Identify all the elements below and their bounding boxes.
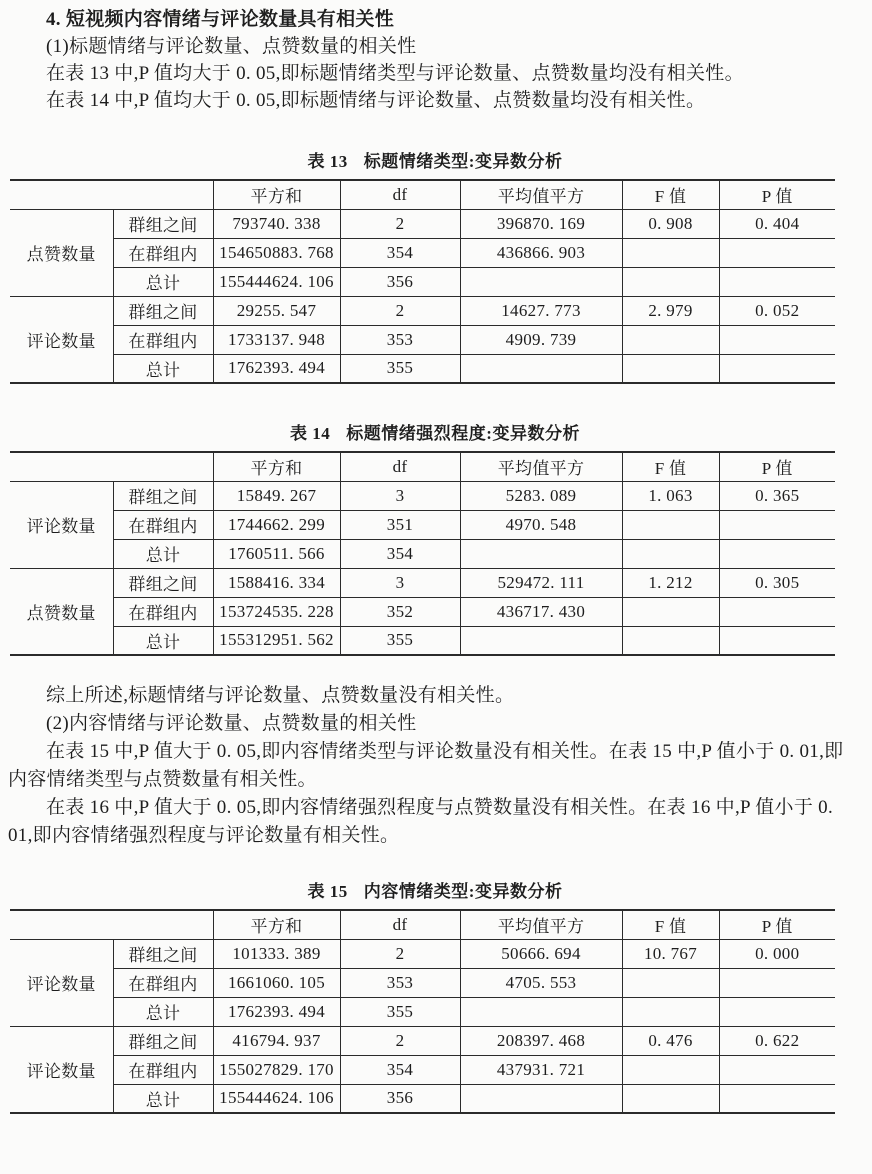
value-cell [719, 510, 835, 539]
value-cell: 0. 365 [719, 481, 835, 510]
row-sublabel: 群组之间 [113, 481, 213, 510]
row-sublabel: 群组之间 [113, 568, 213, 597]
table-13-title [8, 150, 862, 174]
column-header: 平均值平方 [460, 910, 622, 939]
value-cell [719, 1055, 835, 1084]
table-row [10, 968, 835, 997]
table-13-section [8, 150, 862, 384]
value-cell [622, 510, 719, 539]
row-sublabel: 总计 [113, 1084, 213, 1113]
table-row [10, 238, 835, 267]
value-cell: 436717. 430 [460, 597, 622, 626]
table-corner-cell [10, 180, 213, 209]
row-sublabel: 总计 [113, 539, 213, 568]
table-corner-cell [10, 452, 213, 481]
column-header: P 值 [719, 180, 835, 209]
table-row [10, 354, 835, 383]
value-cell [622, 968, 719, 997]
value-cell: 155444624. 106 [213, 267, 340, 296]
column-header: 平方和 [213, 910, 340, 939]
value-cell: 0. 476 [622, 1026, 719, 1055]
row-sublabel: 总计 [113, 267, 213, 296]
value-cell [622, 997, 719, 1026]
middle-text-block [8, 682, 862, 850]
value-cell: 355 [340, 626, 460, 655]
anova-table-13 [10, 179, 835, 384]
column-header: df [340, 180, 460, 209]
value-cell: 529472. 111 [460, 568, 622, 597]
column-header: 平均值平方 [460, 452, 622, 481]
table-row [10, 325, 835, 354]
table-14-caption: 标题情绪强烈程度:变异数分析 [346, 424, 580, 443]
row-group-label: 点赞数量 [10, 568, 113, 655]
row-sublabel: 总计 [113, 997, 213, 1026]
value-cell: 2. 979 [622, 296, 719, 325]
value-cell: 354 [340, 539, 460, 568]
value-cell: 396870. 169 [460, 209, 622, 238]
value-cell: 50666. 694 [460, 939, 622, 968]
value-cell: 3 [340, 568, 460, 597]
subsection-2-heading: (2)内容情绪与评论数量、点赞数量的相关性 [46, 713, 417, 734]
table-15-number: 表 15 [307, 882, 348, 901]
row-sublabel: 群组之间 [113, 939, 213, 968]
table-row [10, 1026, 835, 1055]
value-cell: 155444624. 106 [213, 1084, 340, 1113]
row-sublabel: 在群组内 [113, 597, 213, 626]
value-cell [622, 1055, 719, 1084]
column-header: df [340, 452, 460, 481]
value-cell: 153724535. 228 [213, 597, 340, 626]
row-group-label: 评论数量 [10, 1026, 113, 1113]
column-header: F 值 [622, 910, 719, 939]
value-cell: 4970. 548 [460, 510, 622, 539]
column-header: 平均值平方 [460, 180, 622, 209]
column-header: 平方和 [213, 180, 340, 209]
value-cell: 4909. 739 [460, 325, 622, 354]
table-14-number: 表 14 [290, 424, 331, 443]
table-row [10, 597, 835, 626]
value-cell: 1762393. 494 [213, 354, 340, 383]
value-cell [719, 597, 835, 626]
table-row [10, 209, 835, 238]
table-corner-cell [10, 910, 213, 939]
value-cell: 1762393. 494 [213, 997, 340, 1026]
row-group-label: 评论数量 [10, 939, 113, 1026]
value-cell [719, 968, 835, 997]
row-sublabel: 在群组内 [113, 1055, 213, 1084]
value-cell [460, 626, 622, 655]
value-cell: 352 [340, 597, 460, 626]
summary-paragraph: 综上所述,标题情绪与评论数量、点赞数量没有相关性。 [46, 685, 515, 706]
column-header: P 值 [719, 452, 835, 481]
value-cell: 2 [340, 296, 460, 325]
value-cell [622, 325, 719, 354]
value-cell [719, 325, 835, 354]
value-cell [719, 539, 835, 568]
value-cell [622, 354, 719, 383]
table-15-caption: 内容情绪类型:变异数分析 [363, 882, 563, 901]
value-cell [460, 539, 622, 568]
value-cell: 437931. 721 [460, 1055, 622, 1084]
table-15-section [8, 880, 862, 1114]
table-row [10, 939, 835, 968]
value-cell: 1661060. 105 [213, 968, 340, 997]
value-cell: 155312951. 562 [213, 626, 340, 655]
table-row [10, 267, 835, 296]
value-cell [460, 997, 622, 1026]
value-cell: 0. 000 [719, 939, 835, 968]
value-cell: 356 [340, 1084, 460, 1113]
anova-table-14 [10, 451, 835, 656]
value-cell: 354 [340, 1055, 460, 1084]
row-sublabel: 在群组内 [113, 510, 213, 539]
value-cell: 355 [340, 997, 460, 1026]
value-cell [719, 354, 835, 383]
intro-paragraph-1: 在表 13 中,P 值均大于 0. 05,即标题情绪类型与评论数量、点赞数量均没有相关性。 [46, 63, 744, 84]
section-heading: 4. 短视频内容情绪与评论数量具有相关性 [46, 9, 395, 30]
row-sublabel: 群组之间 [113, 296, 213, 325]
subsection-1-heading: (1)标题情绪与评论数量、点赞数量的相关性 [46, 36, 417, 57]
intro-paragraph-2: 在表 14 中,P 值均大于 0. 05,即标题情绪与评论数量、点赞数量均没有相关性。 [46, 90, 706, 111]
anova-table-15 [10, 909, 835, 1114]
value-cell: 101333. 389 [213, 939, 340, 968]
value-cell: 1744662. 299 [213, 510, 340, 539]
table-row [10, 626, 835, 655]
table-14-section [8, 422, 862, 656]
value-cell: 2 [340, 1026, 460, 1055]
value-cell [460, 354, 622, 383]
middle-paragraph-1: 在表 15 中,P 值大于 0. 05,即内容情绪类型与评论数量没有相关性。在表 15 中,P 值小于 0. 01,即内容情绪类型与点赞数量有相关性。 [8, 741, 844, 790]
table-row [10, 1055, 835, 1084]
value-cell: 436866. 903 [460, 238, 622, 267]
value-cell: 356 [340, 267, 460, 296]
value-cell [622, 626, 719, 655]
value-cell: 154650883. 768 [213, 238, 340, 267]
value-cell: 1733137. 948 [213, 325, 340, 354]
table-row [10, 296, 835, 325]
table-header-row [10, 452, 835, 481]
value-cell [719, 626, 835, 655]
row-sublabel: 总计 [113, 354, 213, 383]
row-sublabel: 群组之间 [113, 1026, 213, 1055]
table-row [10, 997, 835, 1026]
value-cell: 2 [340, 209, 460, 238]
value-cell [622, 539, 719, 568]
table-header-row [10, 910, 835, 939]
table-row [10, 568, 835, 597]
value-cell: 29255. 547 [213, 296, 340, 325]
column-header: F 值 [622, 452, 719, 481]
value-cell: 2 [340, 939, 460, 968]
value-cell: 353 [340, 968, 460, 997]
value-cell [460, 267, 622, 296]
column-header: P 值 [719, 910, 835, 939]
column-header: df [340, 910, 460, 939]
row-group-label: 点赞数量 [10, 209, 113, 296]
value-cell: 793740. 338 [213, 209, 340, 238]
table-header-row [10, 180, 835, 209]
value-cell [719, 997, 835, 1026]
value-cell: 0. 305 [719, 568, 835, 597]
column-header: 平方和 [213, 452, 340, 481]
value-cell: 3 [340, 481, 460, 510]
value-cell: 0. 622 [719, 1026, 835, 1055]
column-header: F 值 [622, 180, 719, 209]
table-15-title [8, 880, 862, 904]
table-14-title [8, 422, 862, 446]
table-row [10, 539, 835, 568]
value-cell: 354 [340, 238, 460, 267]
row-sublabel: 群组之间 [113, 209, 213, 238]
value-cell: 1. 063 [622, 481, 719, 510]
value-cell [622, 1084, 719, 1113]
value-cell: 0. 404 [719, 209, 835, 238]
row-sublabel: 在群组内 [113, 238, 213, 267]
table-row [10, 481, 835, 510]
value-cell: 416794. 937 [213, 1026, 340, 1055]
intro-text-block [8, 6, 862, 114]
table-row [10, 1084, 835, 1113]
value-cell [719, 267, 835, 296]
value-cell [622, 238, 719, 267]
row-group-label: 评论数量 [10, 481, 113, 568]
value-cell: 10. 767 [622, 939, 719, 968]
row-group-label: 评论数量 [10, 296, 113, 383]
row-sublabel: 在群组内 [113, 968, 213, 997]
value-cell: 14627. 773 [460, 296, 622, 325]
middle-paragraph-2: 在表 16 中,P 值大于 0. 05,即内容情绪强烈程度与点赞数量没有相关性。在表 16 中,P 值小于 0. 01,即内容情绪强烈程度与评论数量有相关性。 [8, 797, 834, 846]
table-13-number: 表 13 [307, 152, 348, 171]
row-sublabel: 在群组内 [113, 325, 213, 354]
value-cell: 1. 212 [622, 568, 719, 597]
value-cell: 208397. 468 [460, 1026, 622, 1055]
value-cell: 353 [340, 325, 460, 354]
row-sublabel: 总计 [113, 626, 213, 655]
value-cell: 15849. 267 [213, 481, 340, 510]
value-cell: 1588416. 334 [213, 568, 340, 597]
table-row [10, 510, 835, 539]
value-cell: 351 [340, 510, 460, 539]
value-cell: 0. 052 [719, 296, 835, 325]
value-cell [622, 267, 719, 296]
value-cell: 1760511. 566 [213, 539, 340, 568]
value-cell [719, 238, 835, 267]
value-cell [622, 597, 719, 626]
value-cell [719, 1084, 835, 1113]
value-cell: 4705. 553 [460, 968, 622, 997]
value-cell: 155027829. 170 [213, 1055, 340, 1084]
value-cell: 5283. 089 [460, 481, 622, 510]
value-cell: 355 [340, 354, 460, 383]
value-cell [460, 1084, 622, 1113]
table-13-caption: 标题情绪类型:变异数分析 [363, 152, 563, 171]
value-cell: 0. 908 [622, 209, 719, 238]
